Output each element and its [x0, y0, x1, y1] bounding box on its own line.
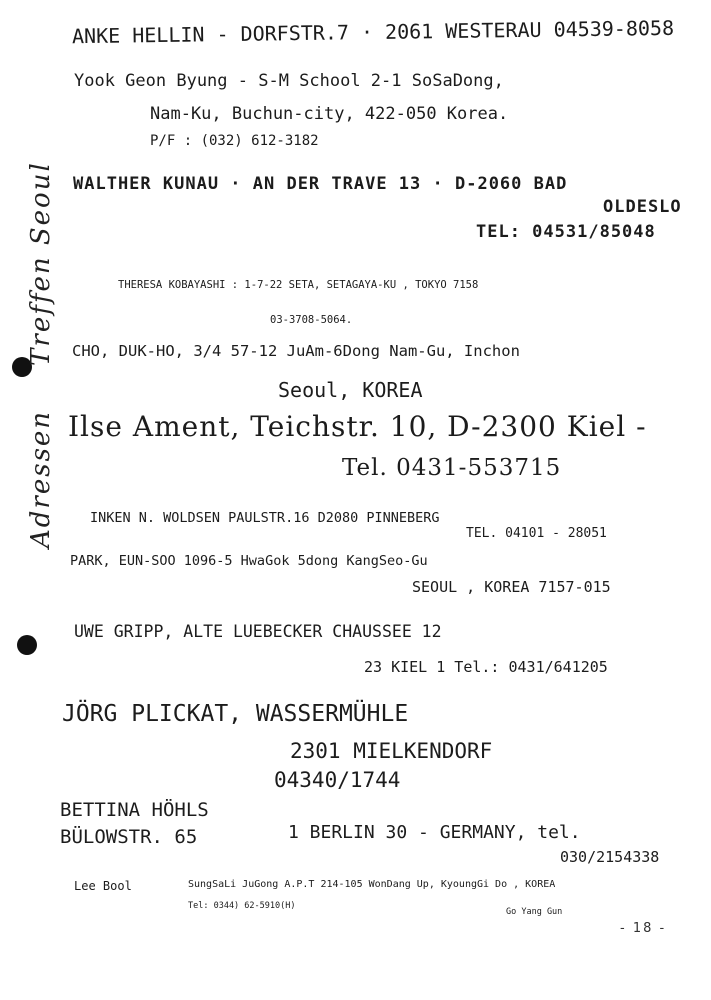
- address-line-lee-bool-gun: Go Yang Gun: [506, 907, 563, 917]
- address-line-cho-1: CHO, DUK-HO, 3/4 57-12 JuAm-6Dong Nam-Gu, Inchon: [72, 342, 520, 360]
- page-number: - 18 -: [620, 921, 667, 936]
- address-line-plickat-1: JÖRG PLICKAT, WASSERMÜHLE: [62, 701, 409, 727]
- address-line-hoehls-2: BÜLOWSTR. 65: [60, 826, 198, 848]
- address-line-anke-hellin: ANKE HELLIN - DORFSTR.7 · 2061 WESTERAU 04539-8058: [71, 15, 675, 49]
- address-line-kunau-1: WALTHER KUNAU · AN DER TRAVE 13 · D-2060 BAD: [73, 174, 568, 194]
- address-line-plickat-3: 04340/1744: [274, 768, 401, 792]
- address-line-kobayashi-1: THERESA KOBAYASHI : 1-7-22 SETA, SETAGAYA-KU , TOKYO 7158: [118, 279, 479, 291]
- address-line-hoehls-3: 1 BERLIN 30 - GERMANY, tel.: [288, 822, 581, 843]
- side-note-adressen: Adressen: [26, 409, 56, 548]
- address-line-kobayashi-2: 03-3708-5064.: [270, 314, 353, 326]
- address-line-plickat-2: 2301 MIELKENDORF: [290, 739, 493, 763]
- address-line-kunau-2: OLDESLO: [603, 197, 682, 217]
- address-line-hoehls-4: 030/2154338: [560, 848, 660, 866]
- address-line-woldsen-1: INKEN N. WOLDSEN PAULSTR.16 D2080 PINNEBERG: [90, 510, 440, 526]
- address-line-park-1: PARK, EUN-SOO 1096-5 HwaGok 5dong KangSeo-Gu: [70, 553, 428, 569]
- address-line-woldsen-2: TEL. 04101 - 28051: [466, 526, 607, 541]
- address-line-ament-2: Tel. 0431-553715: [342, 455, 562, 481]
- address-line-gripp-2: 23 KIEL 1 Tel.: 0431/641205: [364, 658, 608, 676]
- address-line-ament-1: Ilse Ament, Teichstr. 10, D-2300 Kiel -: [68, 410, 647, 443]
- address-line-lee-bool-name: Lee Bool: [74, 879, 132, 893]
- side-note-treffen-seoul: Treffen Seoul: [26, 161, 56, 366]
- address-line-park-2: SEOUL , KOREA 7157-015: [412, 578, 611, 596]
- side-note: [26, 161, 56, 548]
- address-line-lee-bool-address: SungSaLi JuGong A.P.T 214-105 WonDang Up, KyoungGi Do , KOREA: [188, 879, 556, 890]
- address-line-yook-1: Yook Geon Byung - S-M School 2-1 SoSaDong,: [74, 71, 504, 91]
- address-line-kunau-3: TEL: 04531/85048: [476, 222, 656, 242]
- punch-hole-lower: [17, 635, 37, 655]
- address-line-hoehls-1: BETTINA HÖHLS: [60, 799, 209, 821]
- address-line-yook-3: P/F : (032) 612-3182: [150, 133, 319, 149]
- address-line-cho-2: Seoul, KOREA: [278, 378, 423, 402]
- address-line-lee-bool-tel: Tel: 0344) 62-5910(H): [188, 901, 296, 911]
- address-line-gripp-1: UWE GRIPP, ALTE LUEBECKER CHAUSSEE 12: [74, 622, 442, 641]
- address-line-yook-2: Nam-Ku, Buchun-city, 422-050 Korea.: [150, 104, 509, 124]
